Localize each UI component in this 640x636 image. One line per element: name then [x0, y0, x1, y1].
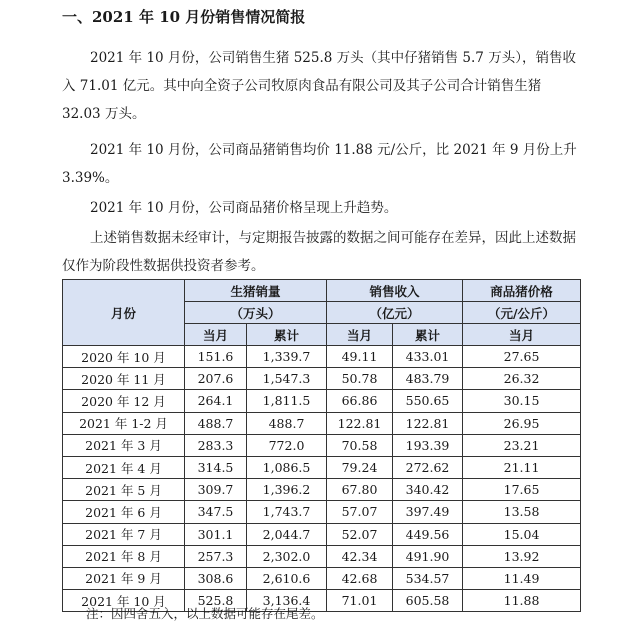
- volume-cumulative-cell: 2,610.6: [247, 567, 327, 589]
- hog-price-unit: （元/公斤）: [463, 302, 581, 324]
- price-cell: 30.15: [463, 390, 581, 412]
- pig-sales-volume-header: 生猪销量: [185, 280, 327, 302]
- revenue-cumulative-cell: 605.58: [393, 590, 463, 612]
- volume-cumulative-cell: 2,302.0: [247, 545, 327, 567]
- volume-current-cell: 151.6: [185, 346, 247, 368]
- table-row: [63, 346, 581, 368]
- revenue-current-cell: 57.07: [327, 501, 393, 523]
- month-cell: 2021 年 5 月: [63, 479, 185, 501]
- table-row: [63, 456, 581, 478]
- price-cell: 23.21: [463, 434, 581, 456]
- month-cell: 2020 年 12 月: [63, 390, 185, 412]
- volume-cumulative-cell: 1,339.7: [247, 346, 327, 368]
- table-row: [63, 501, 581, 523]
- table-row: [63, 368, 581, 390]
- volume-current-cell: 314.5: [185, 456, 247, 478]
- revenue-cumulative-cell: 340.42: [393, 479, 463, 501]
- volume-current-cell: 488.7: [185, 412, 247, 434]
- month-cell: 2021 年 4 月: [63, 456, 185, 478]
- price-cell: 17.65: [463, 479, 581, 501]
- table-row: [63, 434, 581, 456]
- paragraph-disclaimer: 上述销售数据未经审计，与定期报告披露的数据之间可能存在差异，因此上述数据仅作为阶段性数据供投资者参考。: [62, 230, 576, 274]
- month-cell: 2020 年 10 月: [63, 346, 185, 368]
- revenue-current-cell: 49.11: [327, 346, 393, 368]
- table-row: [63, 545, 581, 567]
- revenue-cumulative-cell: 433.01: [393, 346, 463, 368]
- volume-current-cell: 309.7: [185, 479, 247, 501]
- revenue-cumulative-cell: 483.79: [393, 368, 463, 390]
- volume-cumulative-cell: 772.0: [247, 434, 327, 456]
- volume-current-cell: 525.8: [185, 590, 247, 612]
- revenue-current-cell: 42.34: [327, 545, 393, 567]
- table-body: [63, 346, 581, 612]
- revenue-current-cell: 71.01: [327, 590, 393, 612]
- volume-cumulative-cell: 488.7: [247, 412, 327, 434]
- section-heading: 一、2021 年 10 月份销售情况简报: [62, 8, 306, 26]
- table-row: [63, 523, 581, 545]
- volume-cumulative-cell: 3,136.4: [247, 590, 327, 612]
- month-cell: 2021 年 10 月: [63, 590, 185, 612]
- paragraph-average-price: 2021 年 10 月份，公司商品猪销售均价 11.88 元/公斤，比 2021 年 9 月份上升 3.39%。: [62, 142, 577, 186]
- volume-current-cell: 347.5: [185, 501, 247, 523]
- price-cell: 13.92: [463, 545, 581, 567]
- table-row: [63, 479, 581, 501]
- paragraph-price-trend: 2021 年 10 月份，公司商品猪价格呈现上升趋势。: [90, 200, 398, 216]
- volume-cumulative-cell: 1,811.5: [247, 390, 327, 412]
- month-cell: 2021 年 3 月: [63, 434, 185, 456]
- volume-current-header: 当月: [185, 324, 247, 346]
- month-cell: 2021 年 1-2 月: [63, 412, 185, 434]
- price-cell: 11.49: [463, 567, 581, 589]
- sales-revenue-unit: （亿元）: [327, 302, 463, 324]
- price-cell: 21.11: [463, 456, 581, 478]
- price-cell: 26.95: [463, 412, 581, 434]
- price-current-header: 当月: [463, 324, 581, 346]
- volume-current-cell: 264.1: [185, 390, 247, 412]
- revenue-current-cell: 42.68: [327, 567, 393, 589]
- revenue-current-cell: 122.81: [327, 412, 393, 434]
- volume-cumulative-cell: 1,743.7: [247, 501, 327, 523]
- revenue-current-cell: 66.86: [327, 390, 393, 412]
- footnote: 注：因四舍五入，以上数据可能存在尾差。: [86, 606, 324, 621]
- revenue-current-cell: 79.24: [327, 456, 393, 478]
- volume-current-cell: 308.6: [185, 567, 247, 589]
- revenue-cumulative-cell: 491.90: [393, 545, 463, 567]
- revenue-cumulative-header: 累计: [393, 324, 463, 346]
- price-cell: 27.65: [463, 346, 581, 368]
- sales-revenue-header: 销售收入: [327, 280, 463, 302]
- revenue-current-header: 当月: [327, 324, 393, 346]
- pig-sales-volume-unit: （万头）: [185, 302, 327, 324]
- revenue-cumulative-cell: 272.62: [393, 456, 463, 478]
- revenue-cumulative-cell: 397.49: [393, 501, 463, 523]
- revenue-cumulative-cell: 534.57: [393, 567, 463, 589]
- table-row: [63, 390, 581, 412]
- revenue-cumulative-cell: 449.56: [393, 523, 463, 545]
- revenue-cumulative-cell: 193.39: [393, 434, 463, 456]
- volume-current-cell: 283.3: [185, 434, 247, 456]
- volume-current-cell: 301.1: [185, 523, 247, 545]
- month-header: 月份: [63, 280, 185, 346]
- revenue-current-cell: 50.78: [327, 368, 393, 390]
- revenue-current-cell: 52.07: [327, 523, 393, 545]
- volume-cumulative-cell: 1,086.5: [247, 456, 327, 478]
- price-cell: 11.88: [463, 590, 581, 612]
- price-cell: 15.04: [463, 523, 581, 545]
- price-cell: 13.58: [463, 501, 581, 523]
- table-row: [63, 412, 581, 434]
- volume-current-cell: 207.6: [185, 368, 247, 390]
- sales-data-table: [62, 279, 581, 612]
- revenue-current-cell: 70.58: [327, 434, 393, 456]
- month-cell: 2021 年 9 月: [63, 567, 185, 589]
- volume-cumulative-cell: 1,547.3: [247, 368, 327, 390]
- revenue-cumulative-cell: 122.81: [393, 412, 463, 434]
- price-cell: 26.32: [463, 368, 581, 390]
- month-cell: 2021 年 7 月: [63, 523, 185, 545]
- revenue-cumulative-cell: 550.65: [393, 390, 463, 412]
- revenue-current-cell: 67.80: [327, 479, 393, 501]
- month-cell: 2021 年 8 月: [63, 545, 185, 567]
- volume-cumulative-cell: 1,396.2: [247, 479, 327, 501]
- month-cell: 2021 年 6 月: [63, 501, 185, 523]
- hog-price-header: 商品猪价格: [463, 280, 581, 302]
- table-row: [63, 567, 581, 589]
- month-cell: 2020 年 11 月: [63, 368, 185, 390]
- volume-current-cell: 257.3: [185, 545, 247, 567]
- paragraph-sales-summary: 2021 年 10 月份，公司销售生猪 525.8 万头（其中仔猪销售 5.7 万头），销售收入 71.01 亿元。其中向全资子公司牧原肉食品有限公司及其子公司合计销售生猪 32.03 万头。: [62, 50, 576, 122]
- volume-cumulative-cell: 2,044.7: [247, 523, 327, 545]
- volume-cumulative-header: 累计: [247, 324, 327, 346]
